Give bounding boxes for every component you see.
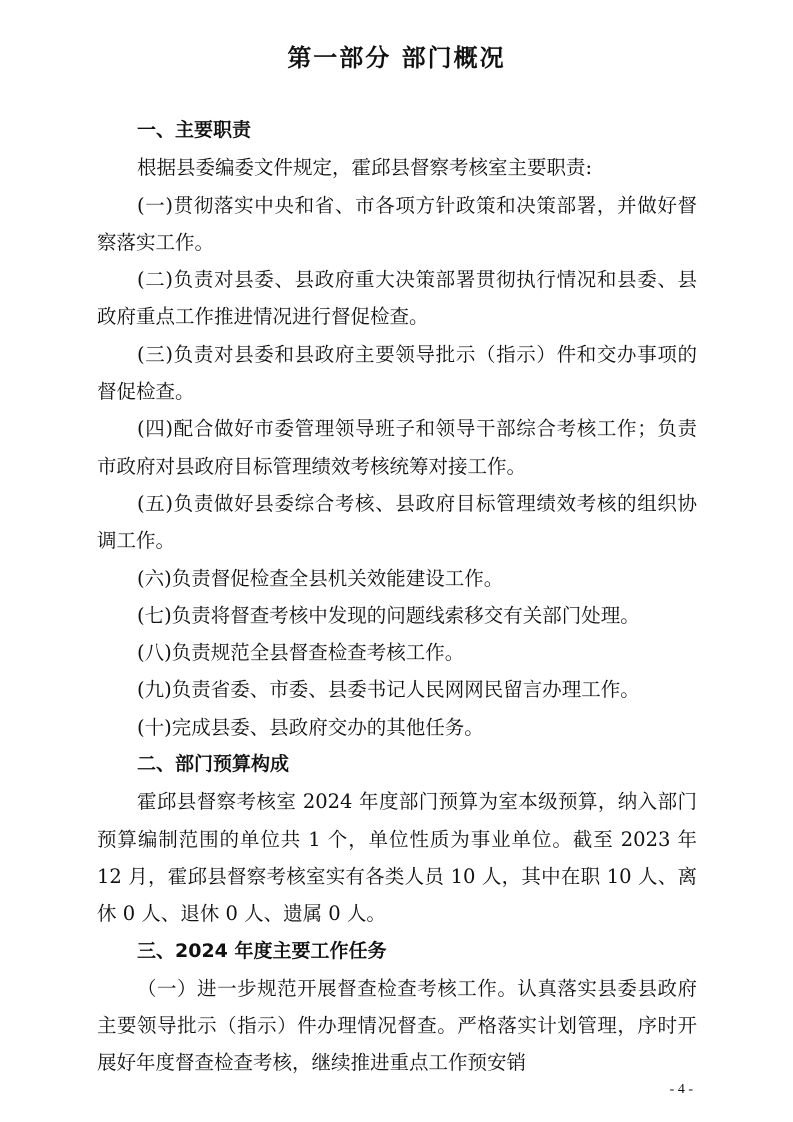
paragraph: (四)配合做好市委管理领导班子和领导干部综合考核工作；负责市政府对县政府目标管理绩效考核统筹对接工作。 [97, 417, 697, 478]
section-heading-1: 一、主要职责 [137, 119, 252, 141]
paragraph: (十)完成县委、县政府交办的其他任务。 [137, 715, 484, 739]
page-number: - 4 - [669, 1082, 693, 1097]
paragraph: (二)负责对县委、县政府重大决策部署贯彻执行情况和县委、县政府重点工作推进情况进行督促检查。 [97, 268, 697, 329]
section-heading-2: 二、部门预算构成 [137, 753, 290, 776]
paragraph: (三)负责对县委和县政府主要领导批示（指示）件和交办事项的督促检查。 [97, 342, 697, 404]
paragraph: (六)负责督促检查全县机关效能建设工作。 [137, 566, 504, 590]
section-heading-3: 三、2024 年度主要工作任务 [137, 939, 387, 962]
paragraph: (七)负责将督查考核中发现的问题线索移交有关部门处理。 [137, 603, 640, 627]
paragraph: （一）进一步规范开展督查检查考核工作。认真落实县委县政府主要领导批示（指示）件办理情况督查。严格落实计划管理，序时开展好年度督查检查考核，继续推进重点工作预安销 [97, 976, 697, 1075]
paragraph: (八)负责规范全县督查检查考核工作。 [137, 641, 465, 665]
document-body [97, 112, 697, 1082]
paragraph: (一)贯彻落实中央和省、市各项方针政策和决策部署，并做好督察落实工作。 [97, 193, 697, 254]
paragraph: (五)负责做好县委综合考核、县政府目标管理绩效考核的组织协调工作。 [97, 491, 697, 553]
paragraph: 霍邱县督察考核室 2024 年度部门预算为室本级预算，纳入部门预算编制范围的单位共 1 个，单位性质为事业单位。截至 2023 年 12 月，霍邱县督察考核室实有各类人员 10 人，其中在职 10 人、离休 0 人、退休 0 人、遗属 0 人。 [97, 790, 697, 926]
page-title: 第一部分 部门概况 [287, 44, 506, 72]
paragraph: (九)负责省委、市委、县委书记人民网网民留言办理工作。 [137, 678, 640, 702]
paragraph: 根据县委编委文件规定，霍邱县督察考核室主要职责: [137, 156, 593, 180]
